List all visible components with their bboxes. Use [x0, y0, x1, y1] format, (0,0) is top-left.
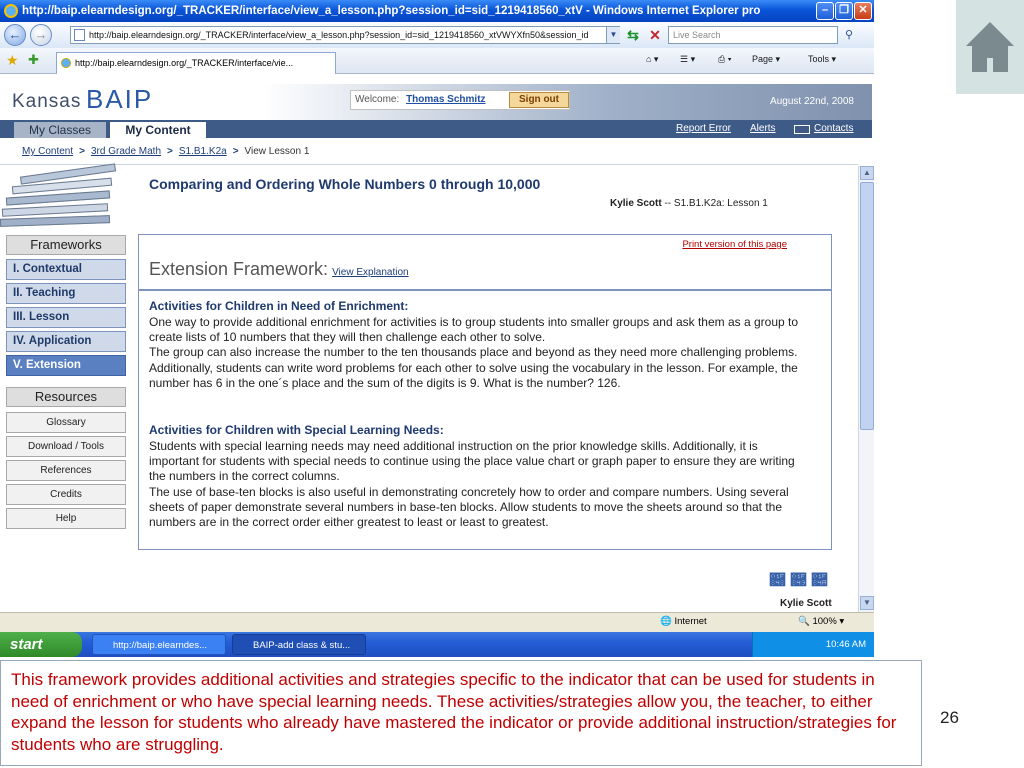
lesson-title: Comparing and Ordering Whole Numbers 0 through 10,000 [149, 176, 541, 192]
zone-label: Internet [674, 616, 707, 627]
welcome-box [350, 90, 570, 110]
breadcrumb-my-content[interactable]: My Content [22, 146, 74, 157]
section-heading-special-needs: Activities for Children with Special Learning Needs: [149, 423, 444, 437]
footer-student-name: Kylie Scott [780, 598, 832, 609]
address-text: http://baip.elearndesign.org/_TRACKER/interface/view_a_lesson.php?session_id=sid_1219418560_xtVWYXfn50&session_id [89, 30, 589, 40]
sidebar-item-lesson[interactable]: III. Lesson [6, 307, 126, 328]
browser-tab[interactable] [56, 52, 336, 74]
stop-icon[interactable]: ✕ [649, 27, 661, 43]
favorites-star-icon[interactable]: ★ [6, 52, 19, 68]
web-page [0, 74, 874, 612]
resources-heading: Resources [6, 387, 126, 407]
sidebar-item-application[interactable]: IV. Application [6, 331, 126, 352]
scroll-thumb[interactable] [860, 182, 874, 430]
home-icon[interactable]: ⌂ ▾ [646, 54, 659, 64]
section-body-special-needs: Students with special learning needs may need additional instruction on the prior knowledge skills. Additionally, it is important for students with special needs to continue using the place value chart or graph paper to ensure they are writing the numbers in the correct columns. The use of base-ten blocks is also useful in demonstrating concretely how to order and compare numbers. Using several sheets of paper demonstrate several numbers in base-ten blocks. Allow students to move the sheets around so that the numbers are in the correct order either greatest to least or least to greatest. [149, 439, 795, 530]
sidebar-item-extension[interactable]: V. Extension [6, 355, 126, 376]
tools-menu[interactable]: Tools ▾ [808, 54, 837, 64]
navigation-bar [0, 22, 874, 48]
taskbar-item-powerpoint[interactable]: BAIP-add class & stu... [232, 634, 366, 655]
section-heading-enrichment: Activities for Children in Need of Enrichment: [149, 299, 409, 313]
taskbar-item-browser[interactable]: http://baip.elearndes... [92, 634, 226, 655]
address-dropdown-icon[interactable]: ▼ [606, 27, 620, 43]
lesson-navigation [770, 572, 833, 589]
search-icon[interactable]: ⚲ [844, 29, 854, 41]
breadcrumb-separator: > [79, 146, 85, 157]
logo-kansas: Kansas [12, 91, 82, 112]
previous-arrow-icon[interactable]: 🡈 [770, 572, 791, 589]
lesson-subtitle [610, 198, 768, 209]
tab-label: http://baip.elearndesign.org/_TRACKER/interface/vie... [75, 58, 294, 68]
sidebar-item-credits[interactable]: Credits [6, 484, 126, 505]
books-image [0, 168, 128, 228]
window-title: http://baip.elearndesign.org/_TRACKER/interface/view_a_lesson.php?session_id=sid_1219418560_xtV - Windows Internet Explorer pro [22, 5, 761, 17]
up-arrow-icon[interactable]: 🡉 [791, 572, 812, 589]
section-body-enrichment: One way to provide additional enrichment for activities is to group students into smaller groups and ask them as a group to create lists of 10 numbers that they will then challenge each other to solve. The group can also increase the number to the ten thousands place and beyond as they need more challenging problems. Additionally, students can write word problems for each other to solve using the vocabulary in the lesson. For example, the number has 6 in the one´s place and the sum of the digits is 9. What is the number? 126. [149, 315, 799, 390]
minimize-button[interactable]: – [816, 2, 834, 20]
sidebar-item-references[interactable]: References [6, 460, 126, 481]
student-name: Kylie Scott [610, 198, 662, 209]
tab-ie-icon [61, 58, 71, 68]
maximize-button[interactable]: ❐ [835, 2, 853, 20]
sign-out-button[interactable]: Sign out [509, 92, 569, 108]
start-button[interactable]: start [0, 632, 82, 657]
contacts-link[interactable]: Contacts [814, 123, 854, 134]
ie-logo-icon [4, 4, 18, 18]
view-explanation-link[interactable]: View Explanation [332, 267, 409, 278]
sidebar-item-contextual[interactable]: I. Contextual [6, 259, 126, 280]
sidebar-item-glossary[interactable]: Glossary [6, 412, 126, 433]
scroll-up-icon[interactable]: ▲ [860, 166, 874, 180]
user-name-link[interactable]: Thomas Schmitz [406, 94, 486, 105]
page-icon [74, 29, 85, 41]
vertical-scrollbar[interactable] [858, 166, 874, 612]
lesson-code: -- S1.B1.K2a: Lesson 1 [661, 198, 768, 209]
page-menu[interactable]: Page ▾ [752, 54, 781, 64]
scroll-down-icon[interactable]: ▼ [860, 596, 874, 610]
feeds-icon[interactable]: ☰ ▾ [680, 54, 696, 64]
slide-caption: This framework provides additional activities and strategies specific to the indicator that can be used for students in need of enrichment or who have special learning needs. These activities/strategies allow you, the teacher, to either expand the lesson for students who already have mastered the indicator or provide additional instruction/strategies for students who are struggling. [0, 660, 922, 766]
sidebar-item-help[interactable]: Help [6, 508, 126, 529]
back-icon[interactable]: ← [4, 24, 26, 46]
forward-icon[interactable]: → [30, 24, 52, 46]
address-bar[interactable] [70, 26, 620, 44]
tab-my-classes[interactable]: My Classes [14, 122, 106, 138]
add-favorite-icon[interactable]: ✚ [28, 52, 39, 67]
breadcrumb-separator: > [232, 146, 239, 157]
sidebar-item-download-tools[interactable]: Download / Tools [6, 436, 126, 457]
report-error-link[interactable]: Report Error [676, 123, 732, 134]
breadcrumb-grade[interactable]: 3rd Grade Math [90, 146, 162, 157]
print-version-link[interactable]: Print version of this page [682, 239, 787, 250]
divider [0, 164, 858, 165]
print-icon[interactable]: ⎙ ▾ [718, 54, 732, 64]
tab-my-content[interactable]: My Content [110, 122, 206, 138]
home-icon[interactable] [956, 0, 1024, 94]
mail-icon [794, 125, 810, 134]
close-button[interactable]: ✕ [854, 2, 872, 20]
taskbar [0, 632, 874, 657]
breadcrumb-current: View Lesson 1 [244, 146, 310, 157]
breadcrumb-indicator[interactable]: S1.B1.K2a [178, 146, 227, 157]
status-bar [0, 612, 874, 632]
system-tray-clock: 10:46 AM [752, 632, 874, 657]
zoom-level: 100% [812, 616, 837, 627]
main-tabs [0, 120, 872, 138]
panel-title-text: Extension Framework: [149, 259, 329, 279]
breadcrumb [22, 146, 309, 157]
window-titlebar [0, 0, 874, 22]
panel-title [149, 259, 409, 280]
divider [139, 289, 831, 291]
welcome-label: Welcome: [355, 94, 400, 105]
security-zone: 🌐 Internet [660, 616, 707, 627]
alerts-link[interactable]: Alerts [750, 123, 776, 134]
next-arrow-icon[interactable]: 🡊 [812, 572, 833, 589]
tab-bar [0, 48, 874, 74]
frameworks-heading: Frameworks [6, 235, 126, 255]
zoom-control[interactable]: 🔍 100% ▾ [798, 616, 845, 627]
date-label: August 22nd, 2008 [770, 96, 854, 107]
breadcrumb-separator: > [167, 146, 173, 157]
content-panel [138, 234, 832, 550]
site-header [0, 84, 872, 124]
search-input[interactable]: Live Search [668, 26, 838, 44]
slide-number: 26 [940, 708, 959, 727]
refresh-icon[interactable]: ⇆ [627, 27, 639, 43]
logo-baip: BAIP [86, 84, 154, 114]
sidebar-item-teaching[interactable]: II. Teaching [6, 283, 126, 304]
